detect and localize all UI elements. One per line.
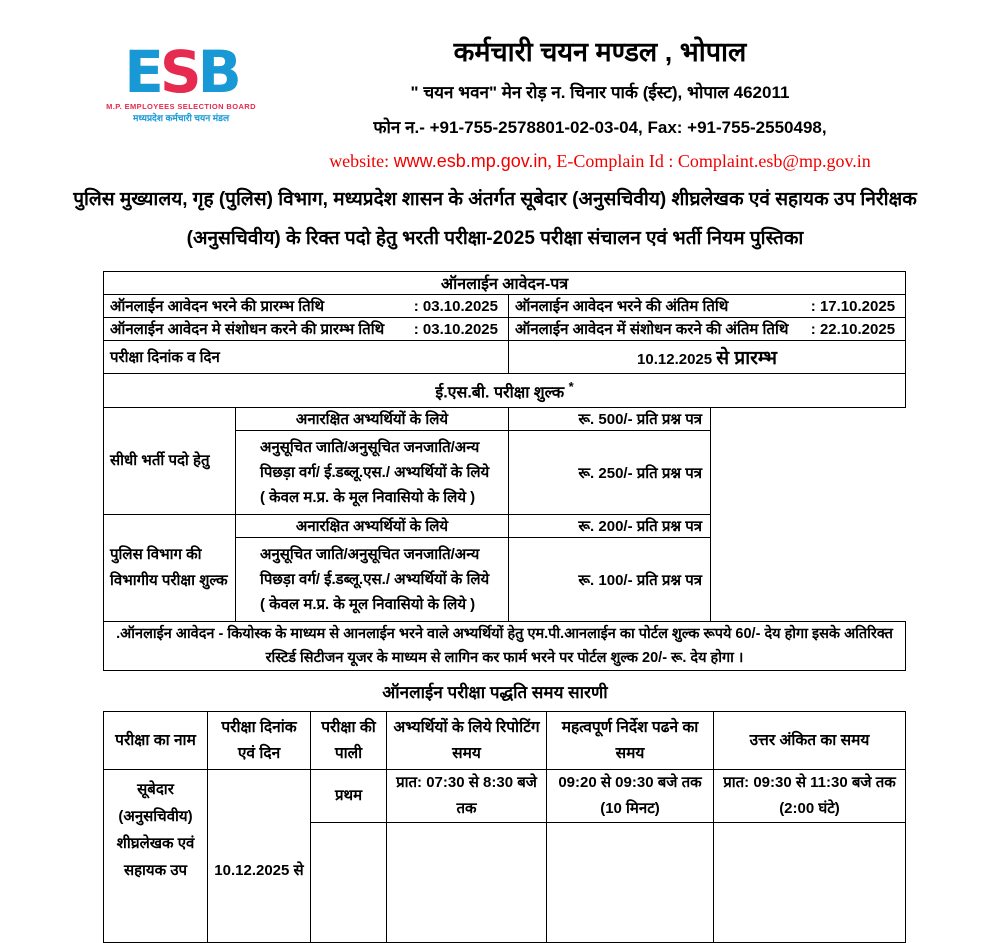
table-row: [104, 295, 906, 318]
fee-amount-200: रू. 200/- प्रति प्रश्न पत्र: [509, 515, 711, 538]
org-website-line: [245, 151, 955, 172]
schedule-heading: ऑनलाईन परीक्षा पद्धति समय सारणी: [382, 683, 608, 702]
exam-name: सूबेदार (अनुसचिवीय) शीघ्रलेखक एवं सहायक उप: [104, 770, 208, 943]
correction-start-date-value: : 03.10.2025: [413, 320, 498, 338]
reporting-time-empty: [387, 823, 547, 943]
website-url: www.esb.mp.gov.in: [393, 151, 548, 171]
exam-date-suffix: से प्रारम्भ: [716, 348, 777, 369]
logo-letter-s: S: [159, 38, 198, 106]
table-row: [104, 770, 906, 823]
org-phone-fax: फोन न.- +91-755-2578801-02-03-04, Fax: +91-755-2550498,: [373, 118, 827, 137]
header-text-block: [245, 32, 955, 172]
fee-amount-250: रू. 250/- प्रति प्रश्न पत्र: [509, 431, 711, 515]
exam-date-cell: [208, 770, 311, 943]
correction-end-date-value: : 22.10.2025: [810, 320, 896, 338]
app-start-date-label: ऑनलाईन आवेदन भरने की प्रारम्भ तिथि: [110, 298, 325, 315]
answer-time: प्रात: 09:30 से 11:30 बजे तक (2:00 घंटे): [714, 770, 906, 823]
fee-category-unreserved-dept: अनारक्षित अभ्यर्थियों के लिये: [236, 515, 509, 538]
fee-category-unreserved: अनारक्षित अभ्यर्थियों के लिये: [236, 408, 509, 431]
correction-start-date-label: ऑनलाईन आवेदन मे संशोधन करने की प्रारम्भ तिथि: [110, 321, 385, 338]
col-instruction-time: महत्वपूर्ण निर्देश पढने का समय: [547, 712, 714, 770]
logo-letter-b: B: [197, 38, 238, 106]
website-label: website:: [329, 151, 394, 171]
logo-caption-english: M.P. EMPLOYEES SELECTION BOARD: [106, 102, 256, 111]
org-address: " चयन भवन" मेन रोड़ न. चिनार पार्क (ईस्ट), भोपाल 462011: [410, 83, 790, 102]
answer-time-empty: [714, 823, 906, 943]
notice-title: पुलिस मुख्यालय, गृह (पुलिस) विभाग, मध्यप्रदेश शासन के अंतर्गत सूबेदार (अनुसचिवीय) शीघ्रलेखक एवं सहायक उप निरीक्षक (अनुसचिवीय) के रिक्त पदो हेतु भरती परीक्षा-2025 परीक्षा संचालन एवं भर्ती नियम पुस्तिका: [73, 189, 917, 249]
portal-fee-note: .ऑनलाईन आवेदन - कियोस्क के माध्यम से आनलाईन भरने वाले अभ्यर्थियों हेतु एम.पी.आनलाईन का पोर्टल शुल्क रूपये 60/- देय होगा इसके अतिरिक्त रस्टिर्ड सिटीजन यूजर के माध्यम से लागिन कर फार्म भरने पर पोर्टल शुल्क 20/- रू. देय होगा ।: [104, 622, 906, 671]
esb-logo-letters: [106, 38, 256, 106]
app-end-date-label: ऑनलाईन आवेदन भरने की अंतिम तिथि: [515, 298, 729, 315]
fee-group-direct-recruitment: सीधी भर्ती पदो हेतु: [104, 408, 236, 515]
logo-caption-hindi: मध्यप्रदेश कर्मचारी चयन मंडल: [132, 113, 230, 123]
fee-amount-100: रू. 100/- प्रति प्रश्न पत्र: [509, 538, 711, 622]
esb-logo: [106, 38, 256, 124]
col-exam-date: परीक्षा दिनांक एवं दिन: [208, 712, 311, 770]
fee-amount-500: रू. 500/- प्रति प्रश्न पत्र: [509, 408, 711, 431]
table-row: [104, 408, 906, 431]
instruction-time: 09:20 से 09:30 बजे तक (10 मिनट): [547, 770, 714, 823]
document-header: [0, 0, 990, 172]
col-answer-time: उत्तर अंकित का समय: [714, 712, 906, 770]
shift-second-empty: [311, 823, 387, 943]
fee-asterisk: *: [568, 378, 574, 394]
shift-first: प्रथम: [311, 770, 387, 823]
table-row: [104, 318, 906, 341]
col-exam-name: परीक्षा का नाम: [104, 712, 208, 770]
schedule-header-row: [104, 712, 906, 770]
table-row: [104, 341, 906, 374]
logo-letter-e: E: [124, 38, 160, 106]
table-row: [104, 622, 906, 671]
col-shift: परीक्षा की पाली: [311, 712, 387, 770]
fee-group-departmental: पुलिस विभाग की विभागीय परीक्षा शुल्क: [104, 515, 236, 622]
col-reporting-time: अभ्यर्थियों के लिये रिपोटिंग समय: [387, 712, 547, 770]
app-start-date-value: : 03.10.2025: [413, 297, 498, 315]
table-row: [104, 515, 906, 538]
fee-category-reserved: अनुसूचित जाति/अनुसूचित जनजाति/अन्य पिछड़ा वर्ग/ ई.डब्लू.एस./ अभ्यर्थियों के लिये ( केवल म.प्र. के मूल निवासियो के लिये ): [236, 431, 509, 515]
ecomplain-id: , E-Complain Id : Complaint.esb@mp.gov.in: [547, 151, 871, 171]
fee-category-reserved-dept: अनुसूचित जाति/अनुसूचित जनजाति/अन्य पिछड़ा वर्ग/ ई.डब्लू.एस./ अभ्यर्थियों के लिये ( केवल म.प्र. के मूल निवासियो के लिये ): [236, 538, 509, 622]
reporting-time: प्रात: 07:30 से 8:30 बजे तक: [387, 770, 547, 823]
exam-date-label: परीक्षा दिनांक व दिन: [104, 341, 509, 374]
fee-section-title: ई.एस.बी. परीक्षा शुल्क *: [104, 374, 906, 408]
exam-date-partial: 10.12.2025 से: [214, 862, 304, 879]
online-application-table: [103, 271, 906, 671]
application-table-title: ऑनलाईन आवेदन-पत्र: [104, 272, 906, 295]
instruction-time-empty: [547, 823, 714, 943]
exam-date-value: 10.12.2025 से प्रारम्भ: [509, 341, 906, 374]
exam-schedule-table: [103, 711, 906, 943]
org-name: कर्मचारी चयन मण्डल , भोपाल: [453, 37, 747, 67]
correction-end-date-label: ऑनलाईन आवेदन में संशोधन करने की अंतिम तिथि: [515, 321, 789, 338]
app-end-date-value: : 17.10.2025: [810, 297, 896, 315]
